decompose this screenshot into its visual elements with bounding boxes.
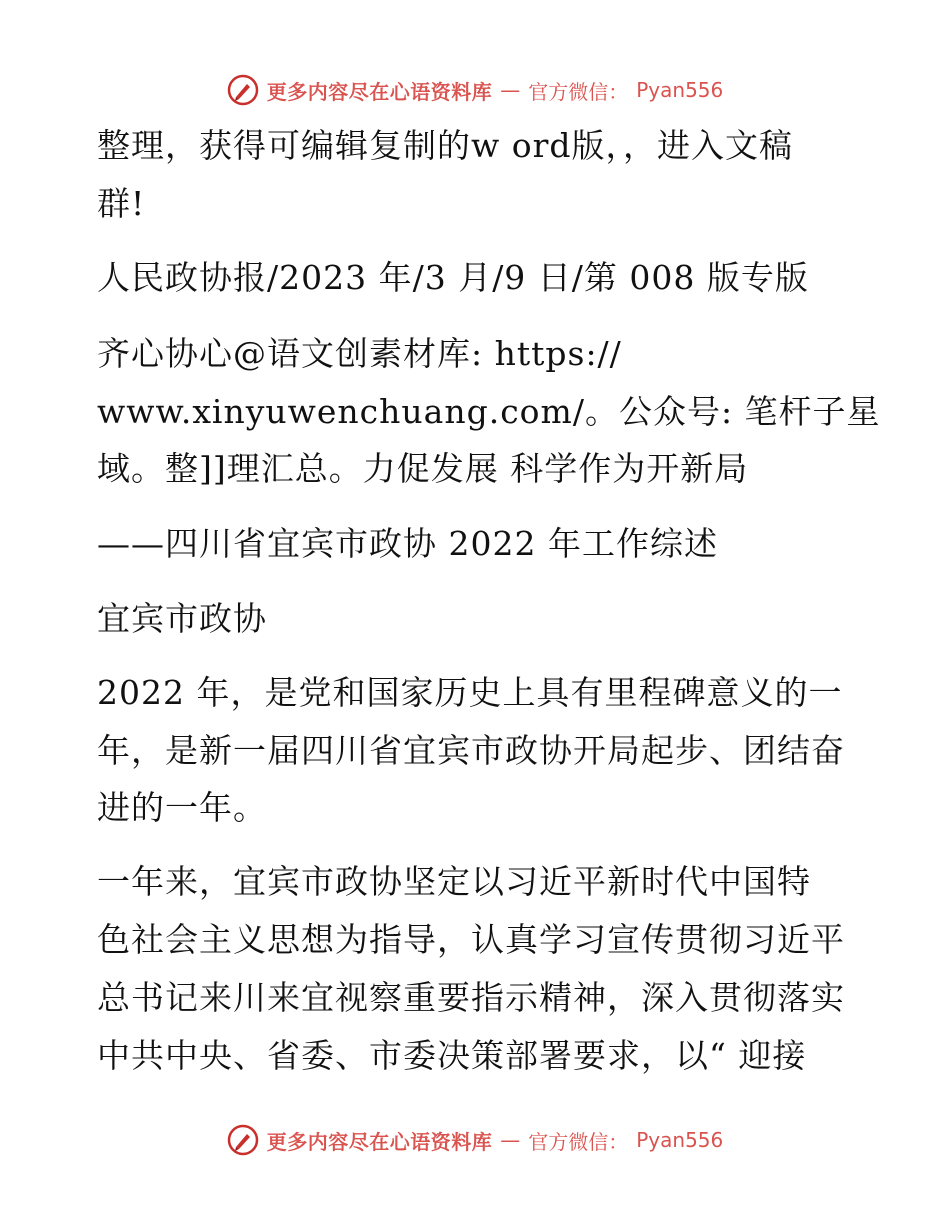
watermark-contact-label: 官方微信： — [528, 1129, 629, 1154]
watermark-contact-value: Pyan556 — [636, 1128, 724, 1152]
header-watermark — [0, 70, 950, 110]
text-line: www.xinyuwenchuang.com/。公众号: 笔杆子星 — [97, 392, 881, 431]
pen-logo-icon — [227, 1124, 259, 1156]
text-line: 人民政协报/2023 年/3 月/9 日/第 008 版专版 — [97, 258, 809, 297]
footer-watermark — [0, 1120, 950, 1160]
pen-logo-icon — [227, 74, 259, 106]
text-line: 总书记来川来宜视察重要指示精神，深入贯彻落实 — [97, 978, 845, 1017]
text-line: 宜宾市政协 — [97, 599, 267, 638]
text-line: 色社会主义思想为指导，认真学习宣传贯彻习近平 — [97, 920, 845, 959]
watermark-contact-label: 官方微信： — [528, 79, 629, 104]
watermark-separator: — — [500, 1128, 521, 1152]
watermark-separator: — — [500, 78, 521, 102]
text-line: 2022 年，是党和国家历史上具有里程碑意义的一 — [97, 673, 843, 712]
text-line: 一年来，宜宾市政协坚定以习近平新时代中国特 — [97, 862, 811, 901]
text-line: 进的一年。 — [97, 788, 267, 827]
text-line: 群! — [97, 184, 146, 223]
text-line: ——四川省宜宾市政协 2022 年工作综述 — [97, 524, 718, 563]
watermark-text: 更多内容尽在心语资料库 — [266, 79, 493, 104]
text-line: 齐心协心@语文创素材库: https:// — [97, 334, 622, 373]
text-line: 中共中央、省委、市委决策部署要求，以“ 迎接 — [97, 1036, 807, 1075]
watermark-contact-value: Pyan556 — [636, 78, 724, 102]
text-line: 年，是新一届四川省宜宾市政协开局起步、团结奋 — [97, 731, 845, 770]
watermark-text: 更多内容尽在心语资料库 — [266, 1129, 493, 1154]
text-line: 域。整]]理汇总。力促发展 科学作为开新局 — [97, 449, 749, 488]
text-line: 整理，获得可编辑复制的w ord版，，进入文稿 — [97, 126, 794, 165]
